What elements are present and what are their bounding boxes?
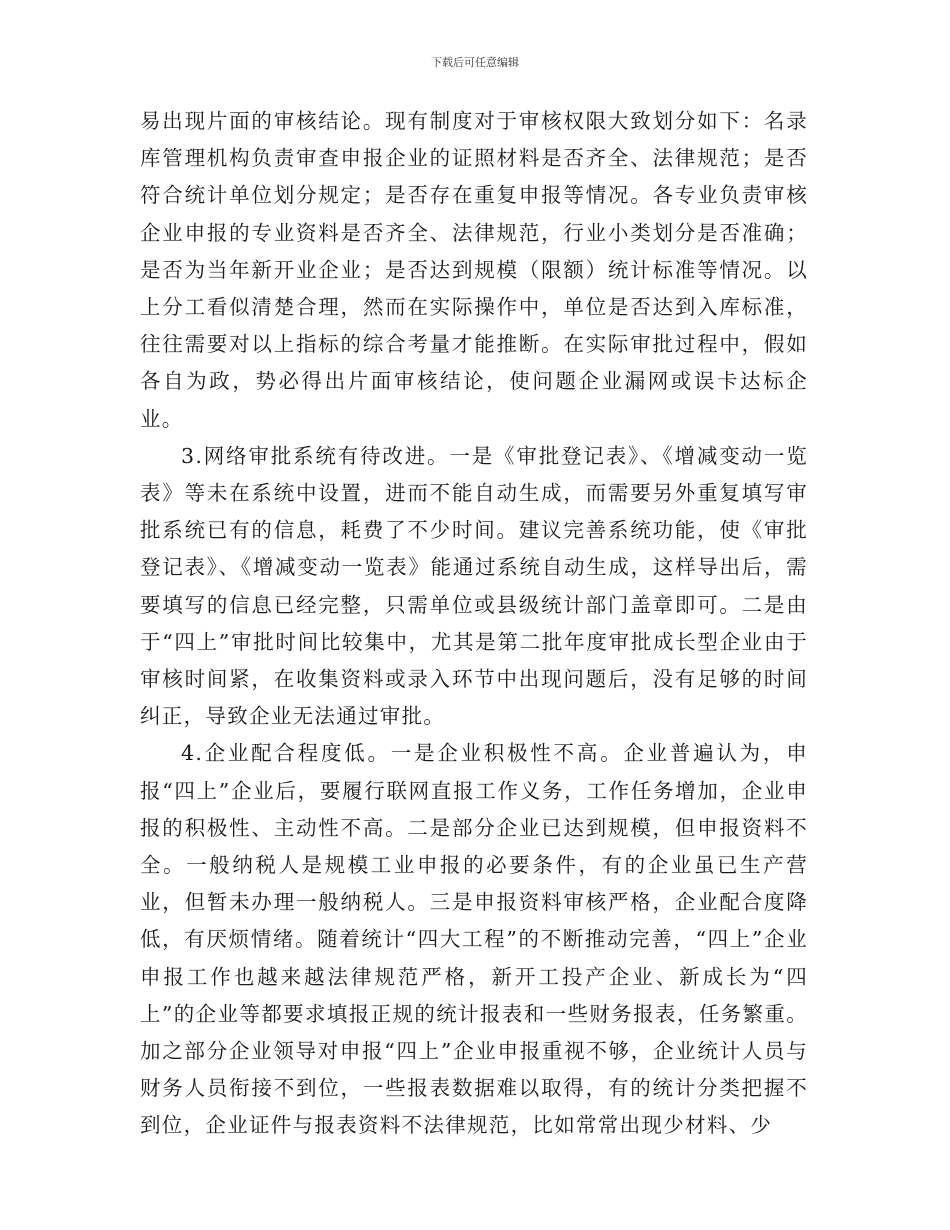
- document-body: [140, 103, 808, 1145]
- paragraph-1: 易出现片面的审核结论。现有制度对于审核权限大致划分如下：名录库管理机构负责审查申报企业的证照材料是否齐全、法律规范；是否符合统计单位划分规定；是否存在重复申报等情况。各专业负责审核企业申报的专业资料是否齐全、法律规范，行业小类划分是否准确；是否为当年新开业企业；是否达到规模（限额）统计标准等情况。以上分工看似清楚合理，然而在实际操作中，单位是否达到入库标准，往往需要对以上指标的综合考量才能推断。在实际审批过程中，假如各自为政，势必得出片面审核结论，使问题企业漏网或误卡达标企业。: [140, 109, 808, 431]
- page-header: 下载后可任意编辑: [431, 56, 519, 69]
- paragraph-3: 4.企业配合程度低。一是企业积极性不高。企业普遍认为，申报“四上”企业后，要履行联网直报工作义务，工作任务增加，企业申报的积极性、主动性不高。二是部分企业已达到规模，但申报资料不全。一般纳税人是规模工业申报的必要条件，有的企业虽已生产营业，但暂未办理一般纳税人。三是申报资料审核严格，企业配合度降低，有厌烦情绪。随着统计“四大工程”的不断推动完善，“四上”企业申报工作也越来越法律规范严格，新开工投产企业、新成长为“四上”的企业等都要求填报正规的统计报表和一些财务报表，任务繁重。加之部分企业领导对申报“四上”企业申报重视不够，企业统计人员与财务人员衔接不到位，一些报表数据难以取得，有的统计分类把握不到位，企业证件与报表资料不法律规范，比如常常出现少材料、少: [140, 741, 808, 1138]
- paragraph-2: 3.网络审批系统有待改进。一是《审批登记表》、《增减变动一览表》等未在系统中设置，进而不能自动生成，而需要另外重复填写审批系统已有的信息，耗费了不少时间。建议完善系统功能，使《审批登记表》、《增减变动一览表》能通过系统自动生成，这样导出后，需要填写的信息已经完整，只需单位或县级统计部门盖章即可。二是由于“四上”审批时间比较集中，尤其是第二批年度审批成长型企业由于审核时间紧，在收集资料或录入环节中出现问题后，没有足够的时间纠正，导致企业无法通过审批。: [140, 443, 808, 729]
